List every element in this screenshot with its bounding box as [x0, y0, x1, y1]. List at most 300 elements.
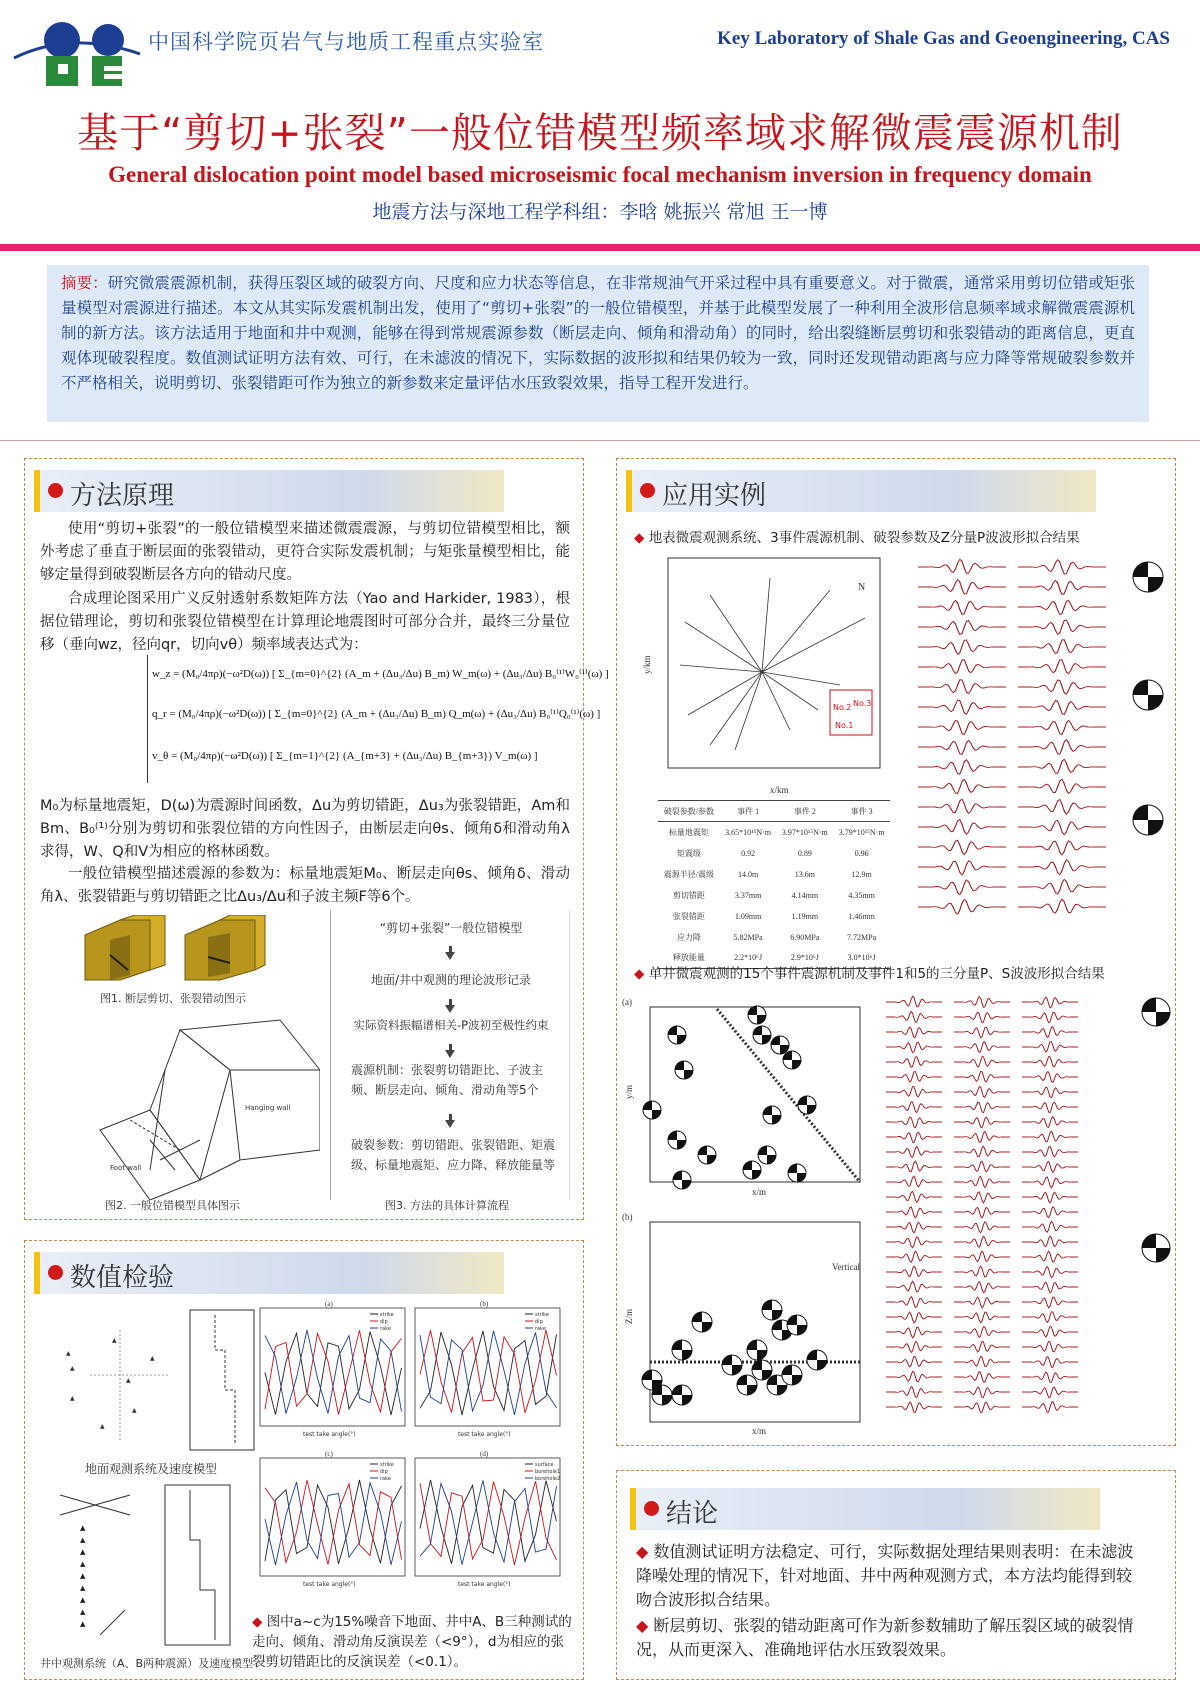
beachball-icon	[752, 1360, 772, 1380]
example-sub1-text: 地表微震观测系统、3事件震源机制、破裂参数及Z分量P波波形拟合结果	[648, 530, 1080, 546]
chart-xlabel: test take angle(°)	[458, 1581, 511, 1588]
waveform-trace	[1018, 720, 1106, 734]
waveform-trace	[886, 1356, 942, 1367]
table-cell: 3.97*10¹⁵N·m	[781, 827, 828, 837]
well-event-map-b	[622, 1210, 872, 1435]
table-cell: 释放能量	[658, 948, 720, 969]
legend-entry: borehole2	[535, 1476, 561, 1482]
waveform-trace	[1022, 1146, 1078, 1157]
waveform-trace	[918, 600, 1006, 614]
conclusion-item-2-text: 断层剪切、张裂的错动距离可作为新参数辅助了解压裂区域的破裂情况，从而更深入、准确地评估水压致裂效果。	[636, 1616, 1134, 1659]
waveform-trace	[918, 841, 1006, 855]
table-cell: 震源半径/震级	[663, 869, 714, 879]
table-cell: 2.2*10⁶J	[720, 948, 777, 969]
waveform-trace	[1018, 701, 1106, 715]
table-cell: 7.72MPa	[847, 932, 877, 942]
waveform-trace	[886, 1371, 942, 1382]
waveform-trace	[918, 680, 1006, 694]
well-ylabel-a: y/m	[624, 1084, 634, 1099]
flow-arrow-icon	[445, 1005, 455, 1013]
well-observation-figure	[40, 1480, 250, 1650]
waveform-trace	[1022, 1072, 1078, 1083]
beachball-icon	[807, 1350, 827, 1370]
flow-step-5: 破裂参数：剪切错距、张裂错距、矩震级、标量地震矩、应力降、释放能量等	[351, 1138, 556, 1172]
method-title-bar	[34, 470, 504, 512]
waveform-trace	[1022, 1162, 1078, 1173]
svg-text:▲: ▲	[80, 1596, 86, 1604]
diamond-icon: ◆	[634, 966, 645, 982]
table-cell: 3.37mm	[734, 890, 762, 900]
waveform-trace	[886, 1057, 942, 1068]
waveform-trace	[1022, 1282, 1078, 1293]
table-cell: 5.82MPa	[733, 932, 763, 942]
map-ylabel: y/km	[642, 655, 652, 674]
waveform-trace	[954, 1207, 1010, 1218]
table-cell: 1.46mm	[848, 911, 875, 921]
legend-entry: strike	[380, 1462, 394, 1468]
waveform-trace	[886, 1207, 942, 1218]
beachball-icon	[698, 1146, 716, 1164]
waveform-trace	[886, 1266, 942, 1277]
waveform-trace	[886, 1387, 942, 1398]
waveform-trace	[1022, 1221, 1078, 1232]
diamond-icon: ◆	[252, 1614, 263, 1630]
formula-wz: w_z = (M₀/4πρ)(−ω²D(ω)) [ Σ_{m=0}^{2} (A_m + (Δu₃/Δu) B_m) W_m(ω) + (Δu₃/Δu) B₀⁽¹⁾W₀⁽¹⁾(ω) ]	[152, 668, 609, 680]
waveform-trace	[918, 559, 1006, 573]
svg-text:▲: ▲	[112, 1337, 117, 1344]
table-cell: 矩震级	[676, 848, 701, 858]
waveform-trace	[954, 1161, 1010, 1172]
legend-entry: strike	[535, 1312, 549, 1318]
svg-text:▲: ▲	[80, 1560, 86, 1568]
flow-step-2: 地面/井中观测的理论波形记录	[370, 973, 532, 987]
waveform-trace	[1022, 1402, 1078, 1413]
table-cell: 3.0*10⁶J	[833, 948, 890, 969]
beachball-icon	[1142, 1234, 1170, 1262]
waveform-trace	[1018, 899, 1106, 913]
beachball-icon	[758, 1146, 776, 1164]
error-series-line	[265, 1330, 402, 1414]
method-para-3: M₀为标量地震矩，D(ω)为震源时间函数，Δu为剪切错距，Δu₃为张裂错距，Am和Bm、B₀⁽¹⁾分别为剪切和张裂位错的方向性因子，由断层走向θs、倾角δ和滑动角λ求得，W、Q和V为相应的格林函数。	[40, 798, 570, 860]
waveform-trace	[886, 1223, 942, 1234]
vertical-label: Vertical	[832, 1262, 860, 1272]
waveform-trace	[1022, 1012, 1078, 1023]
table-cell: 应力降	[676, 932, 701, 942]
svg-text:▲: ▲	[150, 1355, 155, 1362]
beachball-icon	[771, 1036, 789, 1054]
waveform-trace	[918, 580, 1006, 595]
table-row	[658, 885, 890, 906]
formula-vt: v_θ = (M₀/4πρ)(−ω²D(ω)) [ Σ_{m=1}^{2} (A_{m+3} + (Δu₃/Δu) B_{m+3}) V_m(ω) ]	[152, 750, 538, 762]
waveform-trace	[1022, 1372, 1078, 1383]
beachball-icon	[675, 1061, 693, 1079]
waveform-trace	[1022, 1056, 1078, 1067]
legend-entry: rake	[380, 1326, 391, 1332]
waveform-trace	[954, 1132, 1010, 1143]
waveform-trace	[1022, 1326, 1078, 1337]
beachball-icon	[737, 1375, 757, 1395]
method-para-2: 合成理论图采用广义反射透射系数矩阵方法（Yao and Harkider, 1983），根据位错理论，剪切和张裂位错模型在计算理论地震图时可部分合并，最终三分量位移（垂向wz，径向qr，切向vθ）频率域表达式为：	[40, 591, 570, 653]
well-ylabel-b: Z/m	[624, 1309, 634, 1324]
beachball-icon	[787, 1315, 807, 1335]
waveform-trace	[1022, 1236, 1078, 1247]
waveform-trace	[1018, 560, 1106, 575]
svg-text:▲: ▲	[100, 1423, 105, 1430]
waveform-trace	[1018, 841, 1106, 855]
waveform-trace	[886, 1266, 942, 1277]
beachball-icon	[1133, 562, 1163, 592]
waveform-trace	[918, 820, 1006, 835]
waveform-trace	[1018, 680, 1106, 694]
waveform-trace	[954, 1251, 1010, 1262]
institute-logo	[12, 10, 142, 90]
svg-text:▲: ▲	[70, 1395, 75, 1402]
waveform-trace	[886, 1327, 942, 1338]
table-cell: 剪切错距	[672, 890, 705, 900]
surface-caption: 地面观测系统及速度模型	[85, 1462, 218, 1476]
waveform-trace	[1022, 1146, 1078, 1157]
waveform-trace	[886, 1042, 942, 1053]
fig2-caption: 图2. 一般位错模型具体图示	[105, 1199, 240, 1212]
waveform-trace	[954, 1027, 1010, 1038]
example-sub2	[634, 962, 1105, 982]
table-cell: 4.35mm	[848, 890, 875, 900]
well-event-map-a	[622, 995, 872, 1195]
waveform-trace	[918, 621, 1006, 635]
error-chart	[415, 1300, 560, 1438]
waveform-trace	[954, 1087, 1010, 1098]
event-label-3: No.3	[853, 699, 872, 708]
waveform-trace	[1022, 1117, 1078, 1128]
numeric-title: 数值检验	[70, 1263, 175, 1293]
beachball-icon	[762, 1300, 782, 1320]
waveform-trace	[886, 1132, 942, 1142]
numeric-title-bar	[34, 1252, 504, 1294]
beachball-icon	[652, 1385, 672, 1405]
waveform-trace	[1022, 1207, 1078, 1218]
legend-entry: rake	[380, 1476, 391, 1482]
waveform-trace	[886, 1161, 942, 1172]
waveform-trace	[954, 1282, 1010, 1293]
waveform-trace	[1018, 740, 1106, 754]
waveform-trace	[918, 740, 1006, 754]
table-cell: 0.89	[797, 848, 812, 858]
flow-step-3: 实际资料振幅谱相关-P波初至极性约束	[353, 1018, 549, 1032]
waveform-trace	[954, 1266, 1010, 1277]
waveform-trace	[918, 760, 1006, 774]
waveform-trace	[954, 1222, 1010, 1233]
svg-text:▲: ▲	[80, 1584, 86, 1592]
beachball-icon	[692, 1312, 712, 1332]
waveform-trace	[918, 799, 1006, 813]
waveform-trace	[886, 1176, 942, 1187]
bullet-dot-icon	[48, 1265, 63, 1280]
waveform-trace	[954, 1177, 1010, 1188]
table-row	[658, 801, 890, 822]
svg-text:▲: ▲	[66, 1350, 71, 1357]
flow-arrow-icon	[445, 1050, 455, 1058]
waveform-trace	[1022, 1027, 1078, 1038]
table-row	[658, 864, 890, 885]
table-cell: 标量地震矩	[668, 827, 709, 837]
waveform-trace	[1018, 841, 1106, 855]
chart-panel-label: (d)	[480, 1450, 489, 1458]
waveform-trace	[918, 899, 1006, 914]
waveform-trace	[1022, 1341, 1078, 1352]
table-cell: 张裂错距	[672, 911, 705, 921]
inversion-error-charts	[255, 1300, 580, 1610]
chart-xlabel: test take angle(°)	[303, 1431, 356, 1438]
waveform-trace	[1022, 1102, 1078, 1112]
waveform-trace	[954, 1341, 1010, 1352]
error-chart	[415, 1450, 560, 1588]
legend-entry: dip	[380, 1469, 388, 1475]
waveform-trace	[1022, 1193, 1078, 1204]
error-series-line	[265, 1480, 402, 1564]
table-cell: 0.92	[741, 848, 756, 858]
waveform-trace	[954, 1356, 1010, 1367]
table-cell: 3.79*10¹⁵N·m	[838, 827, 885, 837]
bullet-dot-icon	[640, 483, 655, 498]
waveform-trace	[1022, 1251, 1078, 1262]
well-xlabel-b: x/m	[752, 1426, 767, 1435]
event-label-2: No.2	[833, 703, 852, 712]
waveform-trace	[954, 1251, 1010, 1262]
chart-panel-label: (c)	[325, 1450, 333, 1458]
svg-text:▲: ▲	[80, 1608, 86, 1616]
waveform-trace	[1018, 580, 1106, 594]
error-series-line	[420, 1480, 557, 1564]
table-row	[658, 843, 890, 864]
waveform-trace	[1018, 720, 1106, 734]
svg-text:▲: ▲	[80, 1536, 86, 1544]
well-panel-label-a: (a)	[622, 997, 632, 1007]
waveform-trace	[886, 1237, 942, 1248]
waveform-trace	[886, 1281, 942, 1292]
waveform-trace	[954, 1312, 1010, 1323]
table-cell: 2.9*10⁶J	[776, 948, 833, 969]
beachball-icon	[643, 1101, 661, 1119]
example-sub1	[634, 526, 1080, 546]
surface-waveform-fits	[898, 555, 1168, 940]
waveform-trace	[918, 799, 1006, 813]
waveform-trace	[954, 1161, 1010, 1172]
numeric-note	[252, 1612, 574, 1672]
waveform-trace	[918, 700, 1006, 714]
waveform-trace	[918, 721, 1006, 735]
fracture-parameter-table	[658, 800, 890, 969]
waveform-trace	[1018, 640, 1106, 654]
beachball-icon	[1133, 680, 1163, 710]
table-cell: 事件 2	[776, 801, 833, 822]
table-cell: 4.14mm	[791, 890, 819, 900]
north-arrow-label: N	[858, 582, 866, 593]
table-cell: 事件 1	[720, 801, 777, 822]
error-series-line	[420, 1331, 557, 1415]
svg-text:▲: ▲	[80, 1620, 86, 1628]
beachball-icon	[748, 1006, 766, 1024]
map-xlabel: x/km	[770, 785, 789, 795]
waveform-trace	[954, 1402, 1010, 1413]
waveform-trace	[1022, 1236, 1078, 1247]
chart-panel-label: (a)	[325, 1300, 333, 1308]
waveform-trace	[1022, 1131, 1078, 1142]
waveform-trace	[1018, 779, 1106, 793]
fig1-caption: 图1. 断层剪切、张裂错动图示	[100, 992, 246, 1005]
computation-flowchart	[330, 910, 570, 1200]
abstract-text: 研究微震震源机制，获得压裂区域的破裂方向、尺度和应力状态等信息，在非常规油气开采过程中具有重要意义。对于微震，通常采用剪切位错或矩张量模型对震源进行描述。本文从其实际发震机制出发，使用了“剪切+张裂”的一般位错模型，并基于此模型发展了一种利用全波形信息频率域求解微震震源机制的新方法。该方法适用于地面和井中观测，能够在得到常规震源参数（断层走向、倾角和滑动角）的同时，给出裂缝断层剪切和张裂错动的距离信息，更直观体现破裂程度。数值测试证明方法有效、可行，在未滤波的情况下，实际数据的波形拟和结果仍较为一致，同时还发现错动距离与应力降等常规破裂参数并不严格相关，说明剪切、张裂错距可作为独立的新参数来定量评估水压致裂效果，指导工程开发进行。	[61, 274, 1135, 392]
table-cell: 1.19mm	[791, 911, 819, 921]
waveform-trace	[886, 1147, 942, 1158]
error-chart	[260, 1300, 405, 1438]
beachball-icon	[783, 1051, 801, 1069]
beachball-icon	[798, 1096, 816, 1114]
formula-qr: q_r = (M₀/4πρ)(−ω²D(ω)) [ Σ_{m=0}^{2} (A_m + (Δu₃/Δu) B_m) Q_m(ω) + (Δu₃/Δu) B₀⁽¹⁾Q₀⁽¹⁾(ω) ]	[152, 708, 601, 720]
numeric-note-text: 图中a~c为15%噪音下地面、井中A、B三种测试的走向、倾角、滑动角反演误差（<9°），d为相应的张裂剪切错距比的反演误差（<0.1）。	[252, 1614, 572, 1670]
svg-text:▲: ▲	[80, 1572, 86, 1580]
error-series-line	[265, 1482, 402, 1565]
beachball-icon	[668, 1131, 686, 1149]
waveform-trace	[886, 996, 942, 1007]
waveform-trace	[1018, 879, 1106, 894]
waveform-trace	[954, 1146, 1010, 1157]
waveform-trace	[886, 1086, 942, 1097]
fig3-caption: 图3. 方法的具体计算流程	[385, 1199, 509, 1212]
beachball-icon	[672, 1385, 692, 1405]
svg-text:▲: ▲	[132, 1407, 137, 1414]
waveform-trace	[1018, 800, 1106, 815]
bullet-dot-icon	[644, 1501, 659, 1516]
waveform-trace	[1022, 1192, 1078, 1203]
legend-entry: surface	[535, 1462, 554, 1468]
flow-step-4: 震源机制：张裂剪切错距比、子波主频、断层走向、倾角、滑动角等5个	[351, 1063, 544, 1097]
dislocation-model-figure	[90, 1010, 320, 1200]
svg-text:▲: ▲	[80, 1548, 86, 1556]
waveform-trace	[886, 1102, 942, 1113]
waveform-trace	[918, 660, 1006, 674]
conclusion-title-bar	[630, 1488, 1100, 1530]
title-chinese: 基于“剪切+张裂”一般位错模型频率域求解微震震源机制	[77, 109, 1123, 157]
waveform-trace	[954, 1117, 1010, 1127]
waveform-trace	[954, 1192, 1010, 1203]
waveform-trace	[954, 1042, 1010, 1053]
beachball-icon	[672, 1340, 692, 1360]
waveform-trace	[954, 1071, 1010, 1082]
table-cell: 3.65*10¹⁵N·m	[725, 827, 772, 837]
flow-arrow-icon	[445, 1120, 455, 1128]
surface-observation-figure	[30, 1300, 260, 1460]
waveform-trace	[1022, 1357, 1078, 1368]
table-row	[658, 927, 890, 948]
method-para-1: 使用“剪切+张裂”的一般位错模型来描述微震震源，与剪切位错模型相比，额外考虑了垂直于断层面的张裂错动，更符合实际发震机制；与矩张量模型相比，能够定量得到破裂断层各方向的错动尺度。	[40, 521, 570, 583]
diamond-icon: ◆	[634, 530, 645, 546]
well-xlabel-a: x/m	[752, 1187, 767, 1195]
lab-name-chinese: 中国科学院页岩气与地质工程重点实验室	[148, 30, 544, 54]
error-chart	[260, 1450, 405, 1588]
waveform-trace	[1022, 997, 1078, 1008]
beachball-icon	[743, 1161, 761, 1179]
table-cell: 事件 3	[833, 801, 890, 822]
table-cell: 12.9m	[851, 869, 872, 879]
waveform-trace	[1018, 899, 1106, 913]
bullet-dot-icon	[48, 483, 63, 498]
method-para-4: 一般位错模型描述震源的参数为：标量地震矩M₀、断层走向θs、倾角δ、滑动角λ、张裂错距与剪切错距之比Δu₃/Δu和子波主频F等6个。	[40, 866, 570, 905]
surface-station-map	[640, 550, 890, 795]
chart-xlabel: test take angle(°)	[303, 1581, 356, 1588]
waveform-trace	[954, 1208, 1010, 1219]
flow-arrow-icon	[445, 952, 455, 960]
well-panel-label-b: (b)	[622, 1212, 633, 1222]
beachball-icon	[747, 1340, 767, 1360]
waveform-trace	[1018, 759, 1106, 773]
well-waveform-fits	[876, 990, 1171, 1430]
legend-entry: strike	[380, 1312, 394, 1318]
header-divider	[0, 244, 1200, 251]
legend-entry: dip	[380, 1319, 388, 1325]
example-title-bar	[626, 470, 1096, 512]
waveform-trace	[1018, 660, 1106, 674]
waveform-trace	[918, 779, 1006, 793]
beachball-icon	[763, 1106, 781, 1124]
waveform-trace	[886, 1192, 942, 1203]
abstract-divider	[0, 440, 1200, 441]
error-series-line	[420, 1480, 557, 1564]
error-series-line	[420, 1331, 557, 1415]
waveform-trace	[1022, 1177, 1078, 1188]
conclusion-item-2	[636, 1614, 1141, 1662]
error-series-line	[420, 1330, 557, 1413]
waveform-trace	[954, 1387, 1010, 1398]
waveform-trace	[886, 1176, 942, 1187]
waveform-trace	[954, 1297, 1010, 1308]
flow-step-1: “剪切+张裂”一般位错模型	[379, 921, 523, 935]
example-title: 应用实例	[662, 481, 767, 511]
waveform-trace	[954, 1236, 1010, 1247]
waveform-trace	[1018, 601, 1106, 615]
event-label-1: No.1	[835, 721, 854, 730]
example-sub2-text: 单井微震观测的15个事件震源机制及事件1和5的三分量P、S波波形拟合结果	[648, 966, 1105, 982]
waveform-trace	[918, 880, 1006, 895]
beachball-icon	[753, 1026, 771, 1044]
waveform-trace	[918, 861, 1006, 875]
waveform-trace	[1018, 779, 1106, 793]
waveform-trace	[886, 1402, 942, 1413]
waveform-trace	[1022, 1297, 1078, 1308]
diamond-icon: ◆	[636, 1616, 649, 1635]
waveform-trace	[918, 861, 1006, 875]
beachball-icon	[788, 1164, 806, 1182]
authors: 地震方法与深地工程学科组：李晗 姚振兴 常旭 王一博	[372, 201, 828, 223]
poster-header	[0, 0, 1200, 250]
svg-text:▲: ▲	[70, 1365, 75, 1372]
table-row	[658, 822, 890, 843]
chart-panel-label: (b)	[480, 1300, 489, 1308]
error-series-line	[265, 1332, 402, 1415]
conclusion-title: 结论	[666, 1499, 719, 1529]
waveform-trace	[918, 740, 1006, 754]
waveform-trace	[886, 1297, 942, 1308]
waveform-trace	[886, 1222, 942, 1233]
waveform-trace	[886, 1251, 942, 1262]
table-cell: 1.09mm	[734, 911, 762, 921]
svg-text:▲: ▲	[126, 1377, 131, 1384]
svg-text:▲: ▲	[80, 1524, 86, 1532]
chart-xlabel: test take angle(°)	[458, 1431, 511, 1438]
table-cell: 0.96	[854, 848, 869, 858]
legend-entry: dip	[535, 1319, 543, 1325]
table-row	[658, 906, 890, 927]
table-cell: 6.90MPa	[790, 932, 820, 942]
